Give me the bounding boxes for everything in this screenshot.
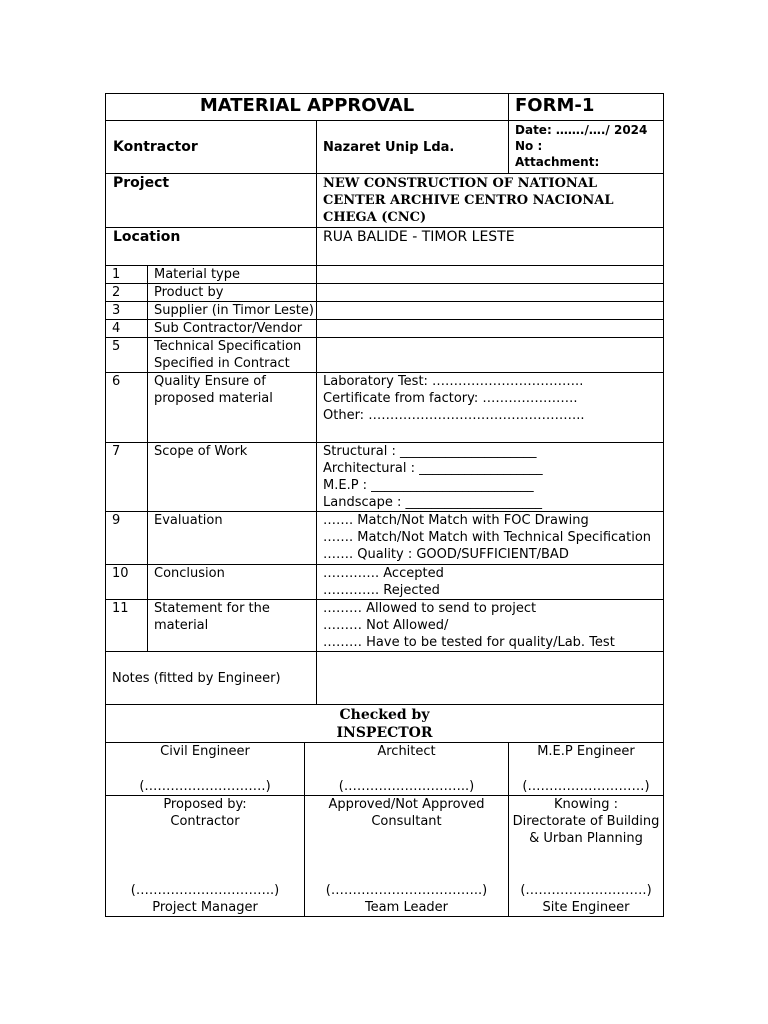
- item-number: 1: [106, 266, 148, 284]
- notes-label: Notes (fitted by Engineer): [106, 652, 317, 705]
- approval-line3: & Urban Planning: [529, 831, 643, 846]
- item-value-line: ……… Allowed to send to project: [323, 601, 537, 616]
- item-value[interactable]: [317, 512, 664, 565]
- approval-line2: Contractor: [170, 814, 240, 829]
- inspector-role: Architect: [377, 744, 436, 759]
- item-label: Supplier (in Timor Leste): [148, 302, 317, 320]
- item-row: [106, 600, 664, 652]
- item-value[interactable]: [317, 302, 664, 320]
- approval-line2: Consultant: [371, 814, 442, 829]
- item-value-line: Architectural : ___________________: [323, 461, 543, 476]
- item-label: Sub Contractor/Vendor: [148, 320, 317, 338]
- inspector-signature: (……………………….): [139, 779, 271, 794]
- approval-signature: (…………………………..): [130, 883, 280, 898]
- item-value-line: …………. Accepted: [323, 566, 444, 581]
- inspector-cell[interactable]: [106, 743, 305, 796]
- signature-space: [509, 760, 663, 778]
- item-row: [106, 338, 664, 373]
- item-value[interactable]: [317, 600, 664, 652]
- items-table: [105, 265, 664, 652]
- item-number: 10: [106, 565, 148, 600]
- attachment-field: Attachment:: [515, 155, 600, 169]
- item-row: [106, 266, 664, 284]
- material-approval-form: [105, 93, 663, 917]
- item-value[interactable]: [317, 443, 664, 512]
- approval-title: Team Leader: [364, 900, 449, 915]
- item-row: [106, 565, 664, 600]
- item-value[interactable]: [317, 266, 664, 284]
- item-number: 4: [106, 320, 148, 338]
- approval-line1: Proposed by:: [163, 797, 247, 812]
- item-number: 2: [106, 284, 148, 302]
- approval-line1: Approved/Not Approved: [328, 797, 485, 812]
- item-row: [106, 443, 664, 512]
- approval-cell[interactable]: [106, 796, 305, 917]
- item-row: [106, 302, 664, 320]
- item-value-line: ……… Not Allowed/: [323, 618, 449, 633]
- item-number: 6: [106, 373, 148, 443]
- approval-footer: [305, 882, 508, 916]
- location-label: Location: [106, 228, 317, 266]
- approval-cell[interactable]: [305, 796, 509, 917]
- signature-table: [105, 742, 664, 917]
- item-label: Technical Specification Specified in Contract: [148, 338, 317, 373]
- signature-space: [106, 760, 304, 778]
- item-value-line: Certificate from factory: ………………….: [323, 391, 578, 406]
- item-label: Product by: [148, 284, 317, 302]
- item-value-line: …………. Rejected: [323, 583, 440, 598]
- item-value-line: ……… Have to be tested for quality/Lab. Test: [323, 635, 615, 650]
- notes-field[interactable]: [317, 652, 664, 705]
- item-label: Scope of Work: [148, 443, 317, 512]
- item-value-line: Laboratory Test: ……………………………..: [323, 374, 584, 389]
- item-value-line: Landscape : _____________________: [323, 495, 542, 510]
- project-label: Project: [106, 174, 317, 228]
- item-value-line: Structural : _____________________: [323, 444, 537, 459]
- item-number: 5: [106, 338, 148, 373]
- item-label: Conclusion: [148, 565, 317, 600]
- inspector-role: Civil Engineer: [160, 744, 250, 759]
- item-value-line: ……. Quality : GOOD/SUFFICIENT/BAD: [323, 547, 569, 562]
- inspector-cell[interactable]: [509, 743, 664, 796]
- item-number: 11: [106, 600, 148, 652]
- item-row: [106, 512, 664, 565]
- item-label: Quality Ensure of proposed material: [148, 373, 317, 443]
- item-value[interactable]: [317, 284, 664, 302]
- project-value: NEW CONSTRUCTION OF NATIONAL CENTER ARCHIVE CENTRO NACIONAL CHEGA (CNC): [317, 174, 664, 228]
- approval-signature: (……………………….): [520, 883, 652, 898]
- item-label: Material type: [148, 266, 317, 284]
- inspector-role: M.E.P Engineer: [537, 744, 635, 759]
- signature-space: [305, 760, 508, 778]
- item-label: Statement for the material: [148, 600, 317, 652]
- kontractor-label: Kontractor: [106, 121, 317, 174]
- location-value: RUA BALIDE - TIMOR LESTE: [317, 228, 664, 266]
- item-number: 7: [106, 443, 148, 512]
- header-table: [105, 93, 664, 266]
- approval-line2: Directorate of Building: [512, 814, 660, 829]
- item-row: [106, 320, 664, 338]
- approval-signature: (……………………………..): [325, 883, 488, 898]
- item-label: Evaluation: [148, 512, 317, 565]
- item-row: [106, 284, 664, 302]
- item-number: 3: [106, 302, 148, 320]
- item-number: 9: [106, 512, 148, 565]
- notes-table: [105, 651, 664, 743]
- approval-line1: Knowing :: [554, 797, 618, 812]
- form-title: MATERIAL APPROVAL: [106, 94, 509, 121]
- item-value-line: ……. Match/Not Match with FOC Drawing: [323, 513, 589, 528]
- kontractor-value: Nazaret Unip Lda.: [317, 121, 509, 174]
- inspector-label: INSPECTOR: [336, 724, 433, 741]
- item-value-line: Other: …………………………………………..: [323, 408, 585, 423]
- form-number: FORM-1: [509, 94, 664, 121]
- item-value-line: M.E.P : _________________________: [323, 478, 534, 493]
- item-value[interactable]: [317, 565, 664, 600]
- approval-title: Site Engineer: [542, 900, 630, 915]
- checked-by-label: Checked by: [339, 706, 430, 723]
- no-field: No :: [515, 139, 543, 153]
- approval-cell[interactable]: [509, 796, 664, 917]
- approval-title: Project Manager: [152, 900, 258, 915]
- approval-footer: [106, 882, 304, 916]
- item-value-line: ……. Match/Not Match with Technical Specification: [323, 530, 652, 545]
- item-value[interactable]: [317, 338, 664, 373]
- item-value[interactable]: [317, 373, 664, 443]
- inspector-cell[interactable]: [305, 743, 509, 796]
- inspector-signature: (………………………..): [338, 779, 475, 794]
- item-value[interactable]: [317, 320, 664, 338]
- approval-footer: [509, 882, 663, 916]
- item-row: [106, 373, 664, 443]
- inspector-signature: (………………………): [522, 779, 650, 794]
- date-field: Date: ……./…./ 2024: [515, 123, 648, 137]
